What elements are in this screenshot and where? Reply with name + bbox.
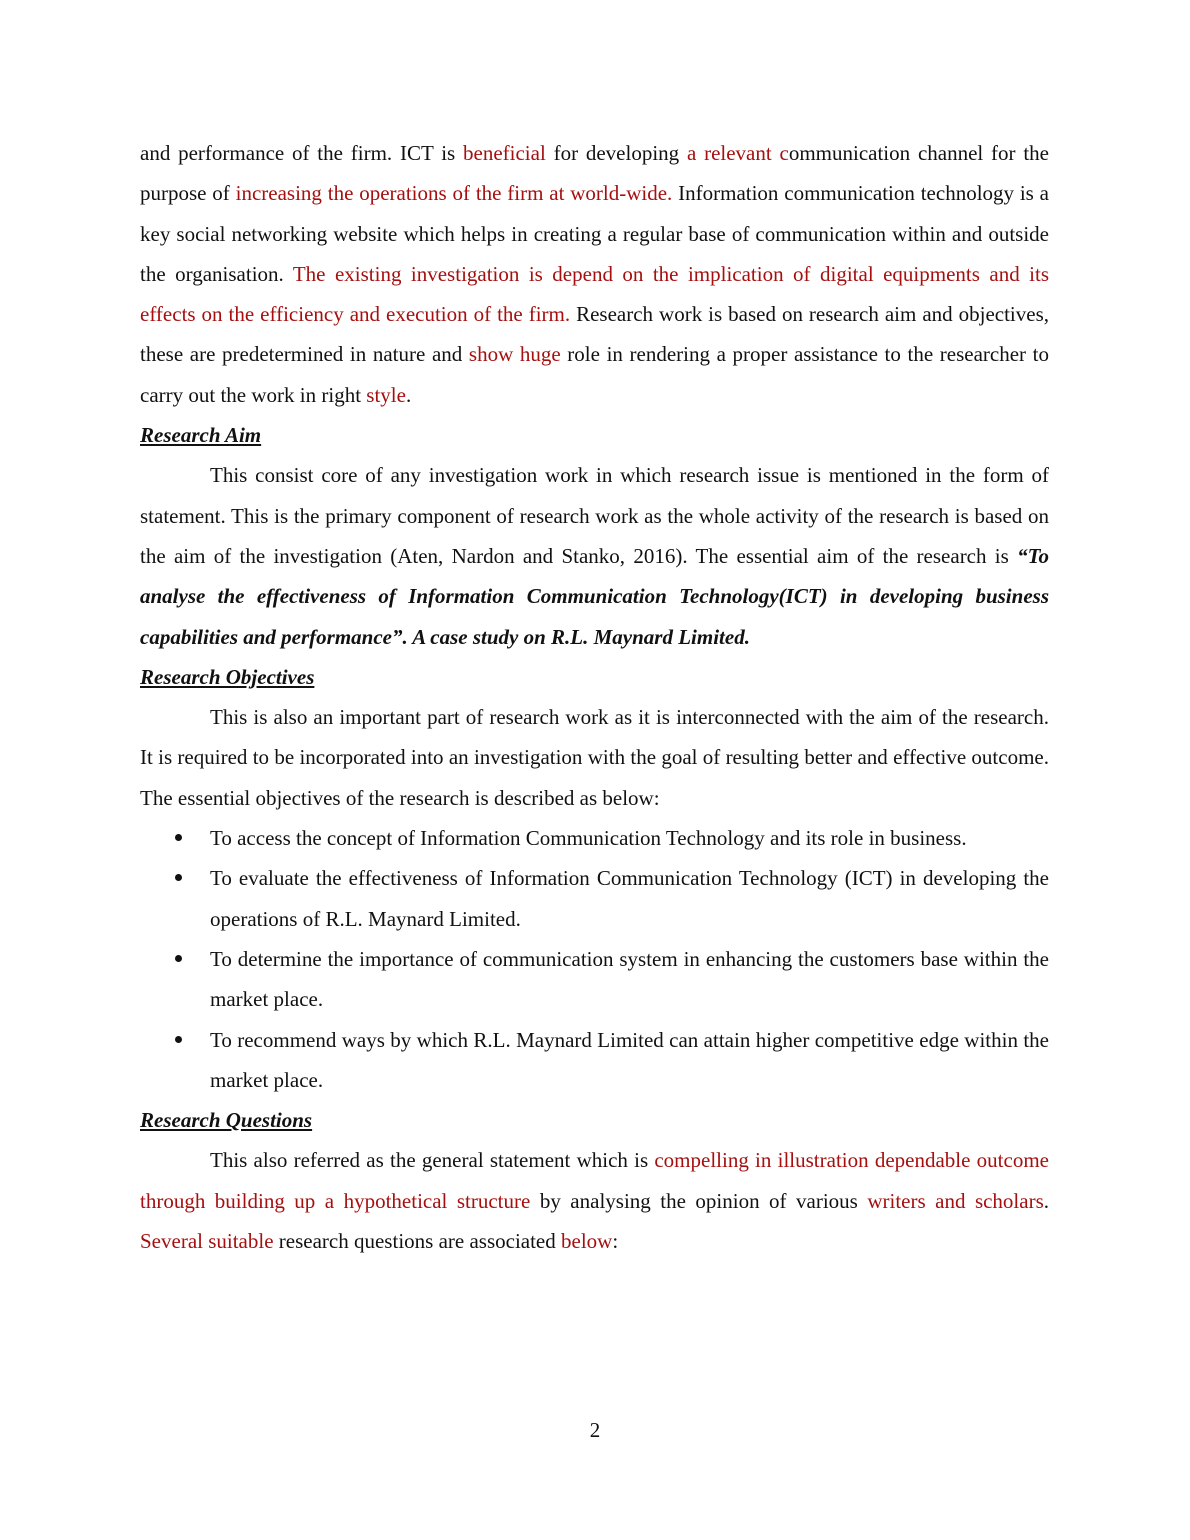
research-objectives-heading: Research Objectives	[140, 664, 315, 689]
bullet-icon	[175, 955, 182, 962]
highlighted-text: beneficial	[463, 141, 546, 165]
list-item	[140, 1020, 1049, 1101]
page-number: 2	[589, 1418, 601, 1442]
research-objectives-paragraph: This is also an important part of research work as it is interconnected with the aim of the research. It is required to be incorporated into an investigation with the goal of resulting better and effective outcome. The essential objectives of the research is described as below:	[140, 705, 1049, 810]
highlighted-text: Several suitable	[140, 1229, 274, 1254]
page-content	[140, 133, 1049, 1261]
list-item-text: To access the concept of Information Communication Technology and its role in business.	[210, 826, 967, 851]
text-run: research questions are associated	[273, 1229, 562, 1254]
text-run: for developing	[545, 141, 687, 165]
research-aim-paragraph	[140, 455, 1049, 656]
text-run: This consist core of any investigation work in which research issue is mentioned in the form of statement. This is the primary component of research work as the whole activity of the research is based on the aim of the investigation (Aten, Nardon and Stanko, 2016). The essential aim of the research is	[140, 463, 1049, 568]
highlighted-text: increasing the operations of the firm at world-wide.	[235, 181, 673, 206]
bullet-icon	[175, 874, 182, 881]
aim-statement: “To analyse the effectiveness of Information Communication Technology(ICT) in developing business capabilities and performance”. A case study on R.L. Maynard Limited.	[140, 543, 1049, 649]
text-run: .	[405, 382, 412, 407]
highlighted-text: The existing investigation is depend on the implication of digital equipments and its effects on the efficiency and execution of the firm.	[140, 261, 1049, 327]
highlighted-text: show huge	[468, 342, 561, 367]
highlighted-text: below	[561, 1229, 613, 1254]
research-questions-heading: Research Questions	[140, 1108, 313, 1133]
bullet-icon	[175, 1036, 182, 1043]
research-aim-heading: Research Aim	[140, 423, 262, 448]
text-run: :	[612, 1229, 619, 1254]
list-item-text: To evaluate the effectiveness of Information Communication Technology (ICT) in developing the operations of R.L. Maynard Limited.	[210, 866, 1049, 931]
text-run: Information communication technology is a key social networking website which helps in creating a regular base of communication within and outside the organisation.	[140, 181, 1049, 286]
objectives-list	[140, 818, 1049, 1100]
list-item	[140, 858, 1049, 939]
bullet-icon	[175, 834, 182, 841]
intro-paragraph	[140, 133, 1049, 415]
text-run: .	[1043, 1188, 1050, 1213]
text-run: role in rendering a proper assistance to the researcher to carry out the work in right	[140, 342, 1049, 407]
highlighted-text: writers and scholars	[867, 1188, 1044, 1213]
list-item-text: To determine the importance of communication system in enhancing the customers base within the market place.	[210, 946, 1049, 1012]
text-run: Research work is based on research aim and objectives, these are predetermined in nature and	[140, 302, 1050, 367]
highlighted-text: a relevant c	[686, 141, 789, 165]
highlighted-text: compelling in illustration dependable outcome through building up a hypothetical structure	[140, 1148, 1049, 1213]
list-item	[140, 818, 1049, 858]
list-item-text: To recommend ways by which R.L. Maynard Limited can attain higher competitive edge within the market place.	[210, 1027, 1049, 1092]
list-item	[140, 939, 1049, 1020]
text-run: by analysing the opinion of various	[530, 1188, 868, 1213]
text-run: and performance of the firm. ICT is	[140, 141, 463, 165]
text-run: This also referred as the general statement which is	[210, 1148, 655, 1173]
highlighted-text: style	[366, 382, 406, 407]
research-questions-paragraph	[140, 1140, 1049, 1261]
text-run: ommunication channel for the purpose of	[140, 141, 1049, 206]
